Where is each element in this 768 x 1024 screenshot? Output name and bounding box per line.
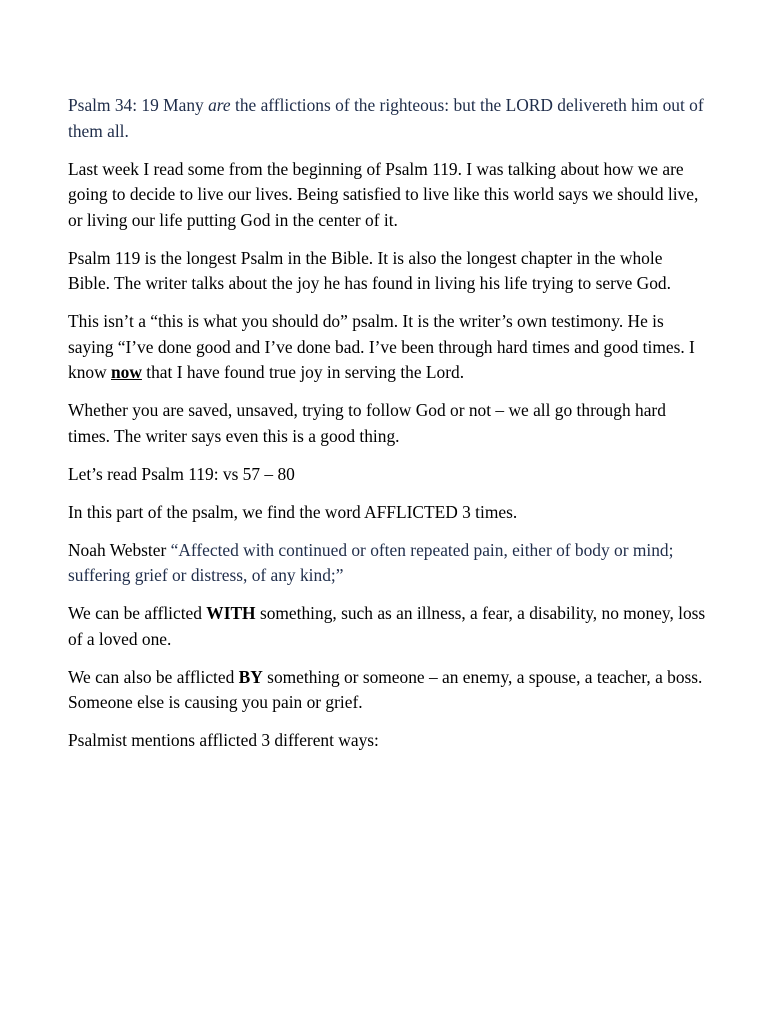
- by-text-end: something or someone – an enemy, a spouse, a teacher, a boss. Someone else is causing you pain or grief.: [68, 666, 703, 712]
- paragraph-afflicted-count: In this part of the psalm, we find the word AFFLICTED 3 times.: [68, 501, 518, 522]
- bold-with: WITH: [206, 603, 256, 623]
- paragraph-afflicted-by: [68, 665, 708, 716]
- paragraph-definition: [68, 538, 708, 589]
- paragraph-reading: Let’s read Psalm 119: vs 57 – 80: [68, 463, 295, 484]
- paragraph-hard-times: Whether you are saved, unsaved, trying to follow God or not – we all go through hard times. The writer says even this is a good thing.: [68, 400, 666, 446]
- with-text-start: We can be afflicted: [68, 603, 207, 623]
- paragraph-last-week: Last week I read some from the beginning of Psalm 119. I was talking about how we are going to decide to live our lives. Being satisfied to live like this world says we should live, or living our life putting God in the center of it.: [68, 158, 699, 230]
- paragraph-psalm-119: Psalm 119 is the longest Psalm in the Bible. It is also the longest chapter in the whole Bible. The writer talks about the joy he has found in living his life trying to serve God.: [68, 247, 671, 293]
- definition-quote: “Affected with continued or often repeated pain, either of body or mind; suffering grief or distress, of any kind;”: [68, 539, 674, 585]
- paragraph-testimony: [68, 309, 708, 386]
- scripture-verse: [68, 93, 708, 144]
- testimony-text-start: This isn’t a “this is what you should do” psalm. It is the writer’s own testimony. He is saying “I’ve done good and I’ve done bad. I’ve been through hard times and good times. I know: [68, 311, 695, 382]
- paragraph-three-ways: Psalmist mentions afflicted 3 different ways:: [68, 730, 379, 750]
- paragraph-afflicted-with: [68, 601, 708, 652]
- verse-text-start: Psalm 34: 19 Many: [68, 95, 209, 115]
- definition-source: Noah Webster: [68, 539, 171, 560]
- bold-by: BY: [238, 666, 263, 687]
- by-text-start: We can also be afflicted: [68, 666, 239, 687]
- with-text-end: something, such as an illness, a fear, a disability, no money, loss of a loved one.: [68, 603, 706, 649]
- testimony-text-end: that I have found true joy in serving the Lord.: [141, 362, 465, 382]
- verse-text-end: the afflictions of the righteous: but the LORD delivereth him out of them all.: [68, 95, 704, 141]
- emphasis-now: now: [111, 362, 142, 382]
- verse-italic-word: are: [208, 95, 231, 115]
